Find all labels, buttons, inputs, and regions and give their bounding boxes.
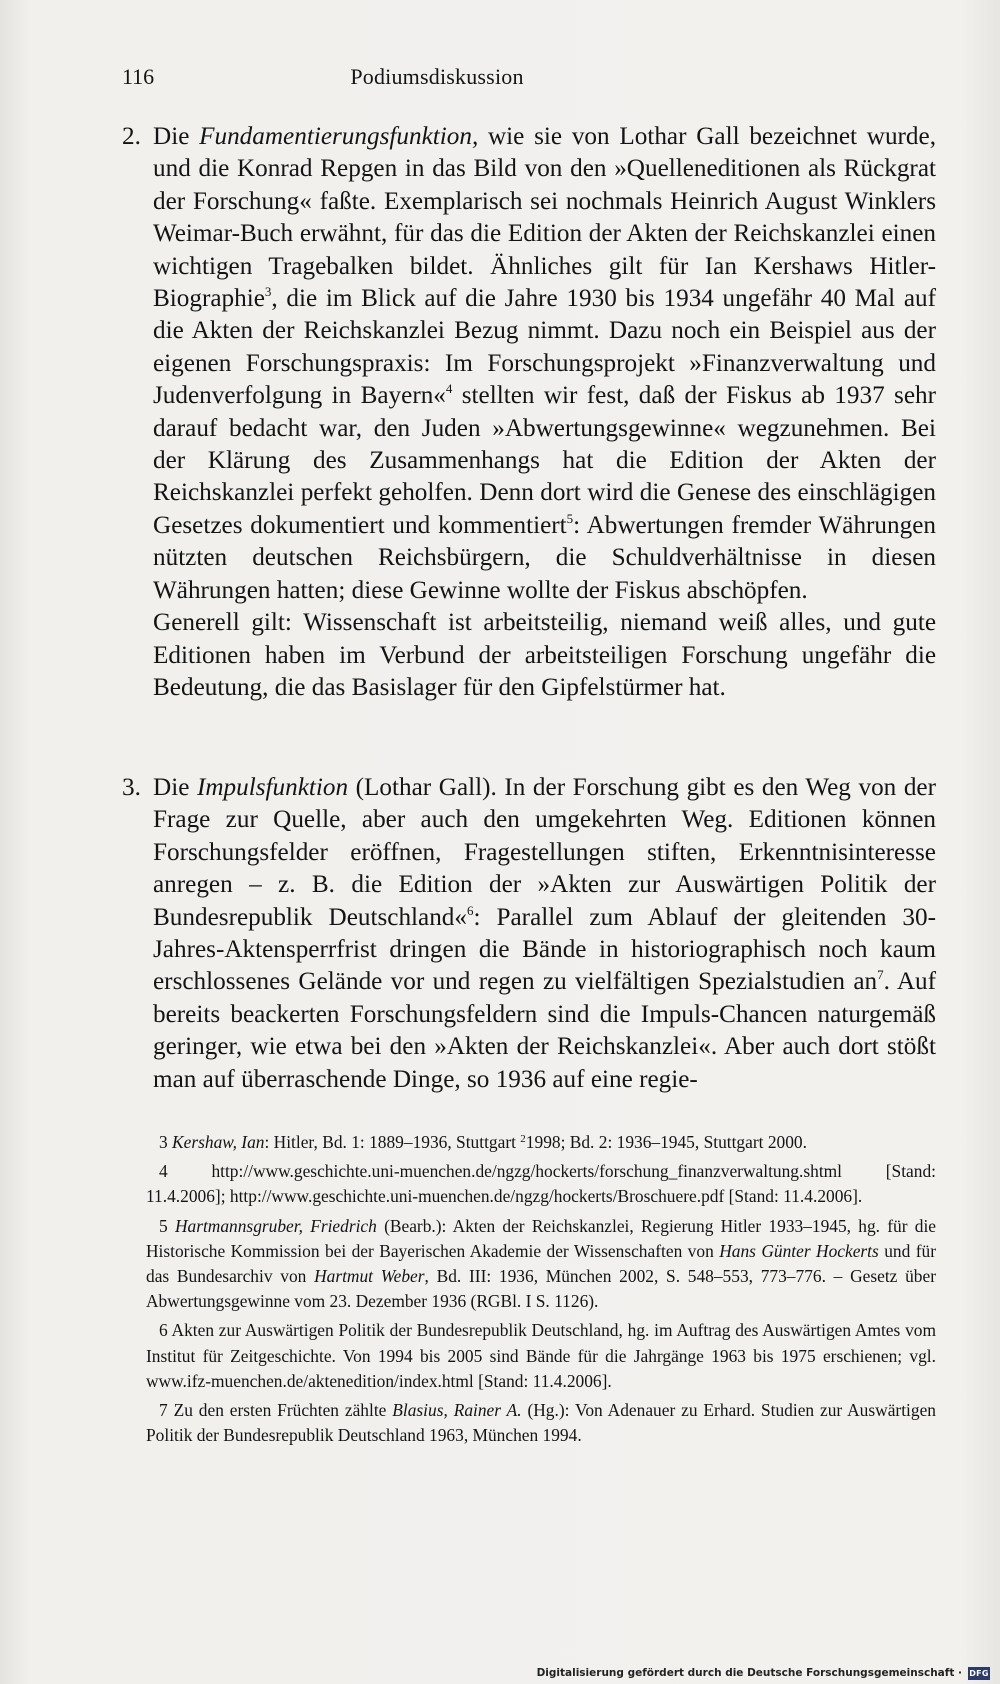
text-run: (Lothar Gall). In der Forschung gibt es den Weg von der Frage zur Quelle, aber auch den umgekehrten Weg. Editionen können Forschungsfelder eröffnen, Fragestellungen stiften, Erkenntnisinteresse anregen – z. B. die Edition der »Akten zur Auswärtigen Politik der Bundesrepublik Deutschland« xyxy=(153,774,936,931)
paragraph: Generell gilt: Wissenschaft ist arbeitsteilig, niemand weiß alles, und gute Editionen haben im Verbund der arbeitsteiligen Forschung ungefähr die Bedeutung, die das Basislager für den Gipfelstürmer hat. xyxy=(153,609,936,701)
text-run: Zu den ersten Früchten zählte xyxy=(173,1400,393,1421)
footnote-number: 5 xyxy=(159,1215,175,1236)
list-item-body xyxy=(153,772,936,1096)
text-run: Die xyxy=(153,123,200,150)
footnote-number: 3 xyxy=(159,1132,173,1152)
footnote-ref-5: 5 xyxy=(566,510,574,526)
footnote-6: 6 Akten zur Auswärtigen Politik der Bundesrepublik Deutschland, hg. im Auftrag des Auswärtigen Amtes vom Institut für Zeitgeschichte. Von 1994 bis 2005 sind Bände für die Jahrgänge 1963 bis 1975 erschienen; vgl. www.ifz-muenchen.de/aktenedition/index.html [Stand: 11.4.2006]. xyxy=(146,1320,936,1391)
text-run: Die xyxy=(153,774,197,801)
footnote-number: 7 xyxy=(159,1400,174,1421)
page-header xyxy=(122,64,936,98)
list-item-body xyxy=(153,121,936,704)
footnote-ref-3: 3 xyxy=(264,284,272,300)
footnote-ref-6: 6 xyxy=(467,902,474,918)
text-run: : Abwertungen fremder Währungen nützten deutschen Reichsbürgern, die Schuldverhältnisse in diesen Währungen hatten; diese Gewinne wollte der Fiskus abschöpfen. xyxy=(153,511,936,604)
text-run: : Hitler, Bd. 1: 1889–1936, Stuttgart xyxy=(264,1132,521,1152)
page-number: 116 xyxy=(122,64,155,89)
text-run: , die im Blick auf die Jahre 1930 bis 1934 ungefähr 40 Mal auf die Akten der Reichskanzlei Bezug nimmt. Dazu noch ein Beispiel aus der eigenen Forschungspraxis: Im Forschungsprojekt »Finanzverwaltung und Judenverfolgung in Bayern« xyxy=(153,285,936,410)
superscript: 2 xyxy=(520,1133,526,1145)
emphasis-text: Blasius, Rainer A. xyxy=(392,1400,522,1421)
text-run: (Hg.): Von Adenauer zu Erhard. Studien zur Auswärtigen Politik der Bundesrepublik Deutschland 1963, München 1994. xyxy=(146,1400,936,1446)
text-run: : Parallel zum Ablauf der gleitenden 30-Jahres-Aktensperrfrist dringen die Bände in historiographisch noch kaum erschlossenes Gelände vor und regen zu vielfältigen Spezialstudien an xyxy=(153,903,936,996)
text-run: 1998; Bd. 2: 1936–1945, Stuttgart 2000. xyxy=(525,1132,807,1152)
paragraph xyxy=(153,772,936,1096)
paragraph xyxy=(153,121,936,607)
footnote-4: 4 http://www.geschichte.uni-muenchen.de/ngzg/hockerts/forschung_finanzverwaltung.shtml [Stand: 11.4.2006]; http://www.geschichte.uni-muenchen.de/ngzg/hockerts/Broschuere.pdf [Stand: 11.4.2006]. xyxy=(146,1161,936,1207)
list-item-3 xyxy=(122,772,936,1096)
text-run: stellten wir fest, daß der Fiskus ab 1937 sehr darauf bedacht war, den Juden »Abwertungsgewinne« wegzunehmen. Bei der Klärung des Zusammenhangs hat die Edition der Akten der Reichskanzlei perfekt geholfen. Denn dort wird die Genese des einschlägigen Gesetzes dokumentiert und kommentiert xyxy=(153,382,936,539)
list-item-2 xyxy=(122,121,936,704)
text-run: wie sie von Lothar Gall bezeichnet wurde, und die Konrad Repgen in das Bild von den »Quelleneditionen als Rückgrat der Forschung« faßte. Exemplarisch sei nochmals Heinrich August Winklers Weimar-Buch erwähnt, für das die Edition der Akten der Reichskanzlei einen wichtigen Tragebalken bildet. Ähnliches gilt für Ian Kershaws Hitler-Biographie xyxy=(153,123,936,313)
emphasis-text: Fundamentierungsfunktion, xyxy=(199,123,479,150)
emphasis-text: Impulsfunktion xyxy=(196,774,349,801)
text-run: . Auf bereits beackerten Forschungsfeldern sind die Impuls-Chancen naturgemäß geringer, wie etwa bei den »Akten der Reichskanzlei«. Aber auch dort stößt man auf überraschende Dinge, so 1936 auf eine regie- xyxy=(153,968,937,1093)
footnotes xyxy=(146,1130,936,1452)
footnote-3 xyxy=(146,1130,936,1155)
dfg-logo: DFG xyxy=(969,1668,989,1678)
text-run: (Bearb.): Akten der Reichskanzlei, Regierung Hitler 1933–1945, hg. für die Historische Kommission bei der Bayerischen Akademie der Wissenschaften von xyxy=(146,1215,936,1261)
footnote-ref-7: 7 xyxy=(877,967,884,983)
text-run: , Bd. III: 1936, München 2002, S. 548–553, 773–776. – Gesetz über Abwertungsgewinne vom 23. Dezember 1936 (RGBl. I S. 1126). xyxy=(146,1266,937,1312)
digitization-footer xyxy=(537,1662,990,1684)
list-item-number: 2. xyxy=(122,123,141,150)
running-head: Podiumsdiskussion xyxy=(350,64,524,89)
emphasis-text: Kershaw, Ian xyxy=(172,1132,265,1152)
emphasis-text: Hans Günter Hockerts xyxy=(719,1240,879,1261)
footnote-5 xyxy=(146,1214,936,1315)
footnote-7 xyxy=(146,1398,936,1448)
list-item-number: 3. xyxy=(122,774,141,801)
footnote-ref-4: 4 xyxy=(445,381,453,397)
text-run: und für das Bundesarchiv von xyxy=(146,1240,936,1287)
emphasis-text: Hartmannsgruber, Friedrich xyxy=(174,1215,377,1236)
emphasis-text: Hartmut Weber xyxy=(314,1266,425,1287)
footer-text: Digitalisierung gefördert durch die Deutsche Forschungsgemeinschaft · xyxy=(536,1667,962,1679)
